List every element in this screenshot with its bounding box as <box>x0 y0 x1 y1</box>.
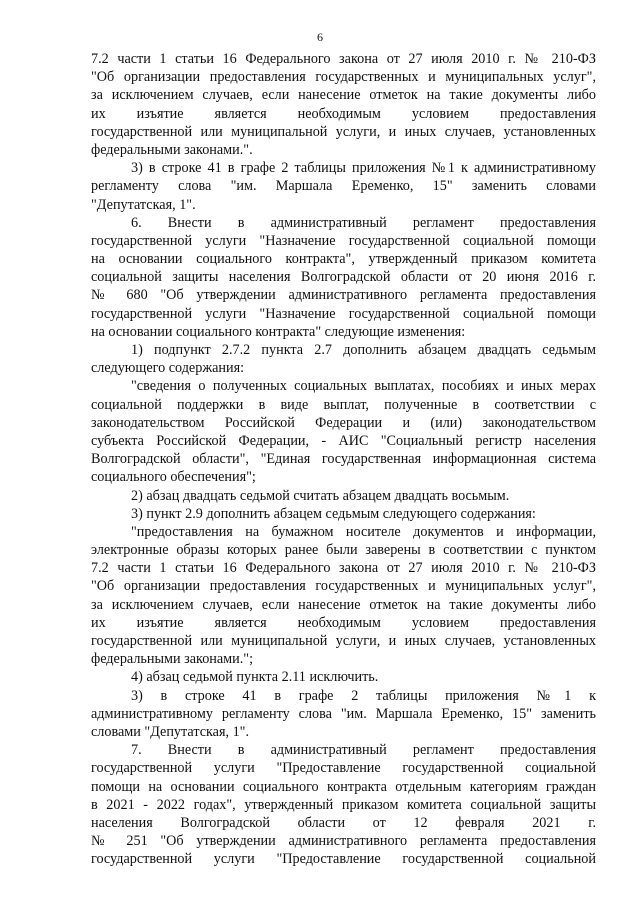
text-line: на основании социального контракта" следующие изменения: <box>91 323 466 340</box>
text-line: государственной услуги "Назначение государственной социальной помощи <box>91 305 596 322</box>
text-line: Волгоградской области", "Единая государственная информационная система <box>91 451 596 468</box>
text-line: в 2021 - 2022 годах", утвержденный приказом комитета социальной защиты <box>91 796 596 813</box>
text-line: 6. Внести в административный регламент предоставления <box>131 214 596 231</box>
text-line: 4) абзац седьмой пункта 2.11 исключить. <box>131 669 379 686</box>
text-line: 3) пункт 2.9 дополнить абзацем седьмым следующего содержания: <box>131 505 536 522</box>
text-line: 1) подпункт 2.7.2 пункта 2.7 дополнить абзацем двадцать седьмым <box>131 342 596 358</box>
text-line: государственной услуги "Предоставление государственной социальной <box>91 760 596 777</box>
document-body <box>91 50 596 868</box>
text-line: "Депутатская, 1". <box>91 196 196 213</box>
text-line: законодательством Российской Федерации и (или) законодательством <box>91 414 596 431</box>
text-line: федеральными законами."; <box>91 651 254 668</box>
text-line: "предоставления на бумажном носителе документов и информации, <box>131 523 596 540</box>
text-line: государственной или муниципальной услуги, и иных случаев, установленных <box>91 633 596 649</box>
text-line: "сведения о полученных социальных выплатах, пособиях и иных мерах <box>131 378 596 395</box>
text-line: № 251 "Об утверждении административного регламента предоставления <box>91 833 596 850</box>
text-line: 7. Внести в административный регламент предоставления <box>131 742 596 759</box>
page-number: 6 <box>317 30 323 44</box>
text-line: 7.2 части 1 статьи 16 Федерального закона от 27 июля 2010 г. № 210-ФЗ <box>91 51 596 67</box>
text-line: "Об организации предоставления государственных и муниципальных услуг", <box>91 578 596 595</box>
text-line: 3) в строке 41 в графе 2 таблицы приложения №1 к административному <box>131 160 596 177</box>
text-line: субъекта Российской Федерации, - АИС "Социальный регистр населения <box>91 432 596 449</box>
text-line: государственной или муниципальной услуги, и иных случаев, установленных <box>91 123 596 140</box>
text-line: государственной услуги "Предоставление государственной социальной <box>91 851 596 868</box>
text-line: электронные образы которых ранее были заверены в соответствии с пунктом <box>91 542 596 559</box>
text-line: словами "Депутатская, 1". <box>91 723 250 740</box>
text-line: "Об организации предоставления государственных и муниципальных услуг", <box>91 69 596 86</box>
text-line: государственной услуги "Назначение государственной социальной помощи <box>91 232 596 249</box>
text-line: помощи на основании социального контракта отдельным категориям граждан <box>91 778 596 795</box>
text-line: социального обеспечения"; <box>91 469 256 486</box>
text-line: их изъятие является необходимым условием предоставления <box>91 614 596 631</box>
text-line: 7.2 части 1 статьи 16 Федерального закона от 27 июля 2010 г. № 210-ФЗ <box>91 560 596 577</box>
text-line: № 680 "Об утверждении административного регламента предоставления <box>91 287 596 304</box>
text-line: 2) абзац двадцать седьмой считать абзацем двадцать восьмым. <box>131 487 510 504</box>
text-line: социальной поддержки в виде выплат, полученные в соответствии с <box>91 396 596 413</box>
text-line: на основании социального контракта", утвержденный приказом комитета <box>91 251 596 268</box>
text-line: населения Волгоградской области от 12 февраля 2021 г. <box>91 814 596 831</box>
text-line: их изъятие является необходимым условием предоставления <box>91 105 596 122</box>
text-line: 3) в строке 41 в графе 2 таблицы приложения №1 к <box>131 687 596 704</box>
text-line: за исключением случаев, если нанесение отметок на такие документы либо <box>91 87 596 104</box>
text-line: следующего содержания: <box>91 360 245 377</box>
text-line: за исключением случаев, если нанесение отметок на такие документы либо <box>91 596 596 613</box>
text-line: регламенту слова "им. Маршала Еременко, 15" заменить словами <box>91 178 596 195</box>
text-line: административному регламенту слова "им. Маршала Еременко, 15" заменить <box>91 705 596 722</box>
text-line: социальной защиты населения Волгоградской области от 20 июня 2016 г. <box>91 269 596 286</box>
text-line: федеральными законами.". <box>91 141 253 158</box>
